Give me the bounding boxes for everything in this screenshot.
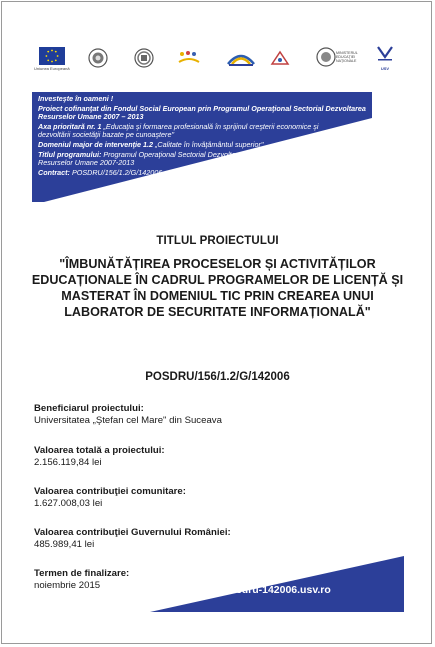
pos-dru-logo	[226, 48, 256, 68]
banner-line-domeniu: Domeniul major de intervenţie 1.2 „Calitate în învăţământul superior"	[38, 139, 264, 149]
info-value: noiembrie 2015	[34, 580, 101, 591]
ministry-education-seal-logo	[316, 47, 336, 67]
usv-logo	[376, 45, 394, 71]
project-website-link[interactable]: www.posdru-142006.usv.ro	[196, 584, 331, 596]
project-code: POSDRU/156/1.2/G/142006	[145, 371, 290, 383]
logo-row	[0, 42, 435, 82]
usv-caption: USV	[380, 66, 390, 71]
ministry-seal-logo	[134, 48, 154, 68]
info-beneficiar	[34, 403, 334, 427]
oiposdru-logo	[270, 50, 290, 66]
eu-flag-logo	[34, 47, 70, 71]
government-seal-logo	[88, 48, 108, 68]
title-label: TITLUL PROIECTULUI	[156, 235, 279, 247]
banner-text	[38, 95, 368, 177]
info-label: Valoarea contribuţiei comunitare:	[34, 486, 186, 497]
info-value: 2.156.119,84 lei	[34, 457, 102, 468]
project-title: "ÎMBUNĂTĂȚIREA PROCESELOR ȘI ACTIVITĂȚILOR EDUCAȚIONALE ÎN CADRUL PROGRAMELOR DE LICENȚĂ ȘI MASTERAT ÎN DOMENIUL TIC PRIN CREAREA UNUI LABORATOR DE SECURITATE INFORMAȚIONALĂ"	[31, 257, 404, 319]
info-value: 485.989,41 lei	[34, 539, 95, 550]
ministry-text: MINISTERUL EDUCAŢIEI NAŢIONALE	[336, 51, 358, 63]
banner-line-investeste: Investeşte în oameni !	[38, 94, 114, 103]
info-label: Termen de finalizare:	[34, 568, 130, 579]
info-label: Beneficiarul proiectului:	[34, 403, 144, 414]
info-value: Universitatea „Ştefan cel Mare" din Suceava	[34, 415, 222, 426]
banner-line-axa: Axa prioritară nr. 1 „Educaţia şi formarea profesională în sprijinul creşterii economice şi dezvoltării societăţii bazate pe cunoaştere"	[38, 121, 319, 140]
info-label: Valoarea totală a proiectului:	[34, 445, 165, 456]
banner-line-contract: Contract: POSDRU/156/1.2/G/142006	[38, 167, 163, 177]
fse-logo	[176, 50, 202, 66]
info-valoare-totala	[34, 445, 334, 469]
info-value: 1.627.008,03 lei	[34, 498, 103, 509]
info-contributie-guvern	[34, 527, 334, 551]
banner-line-proiect: Proiect cofinanţat din Fondul Social European prin Programul Operaţional Sectorial Dezvoltarea Resurselor Umane 2007 – 2013	[38, 103, 366, 122]
eu-logo-caption: Uniunea Europeană	[34, 66, 70, 71]
info-label: Valoarea contribuţiei Guvernului României:	[34, 527, 231, 538]
ministry-education-text-logo	[336, 50, 370, 63]
banner-line-titlu: Titlul programului: Programul Operaţional Sectorial Dezvoltarea Resurselor Umane 2007-2013	[38, 149, 246, 168]
info-contributie-comunitara	[34, 486, 334, 510]
